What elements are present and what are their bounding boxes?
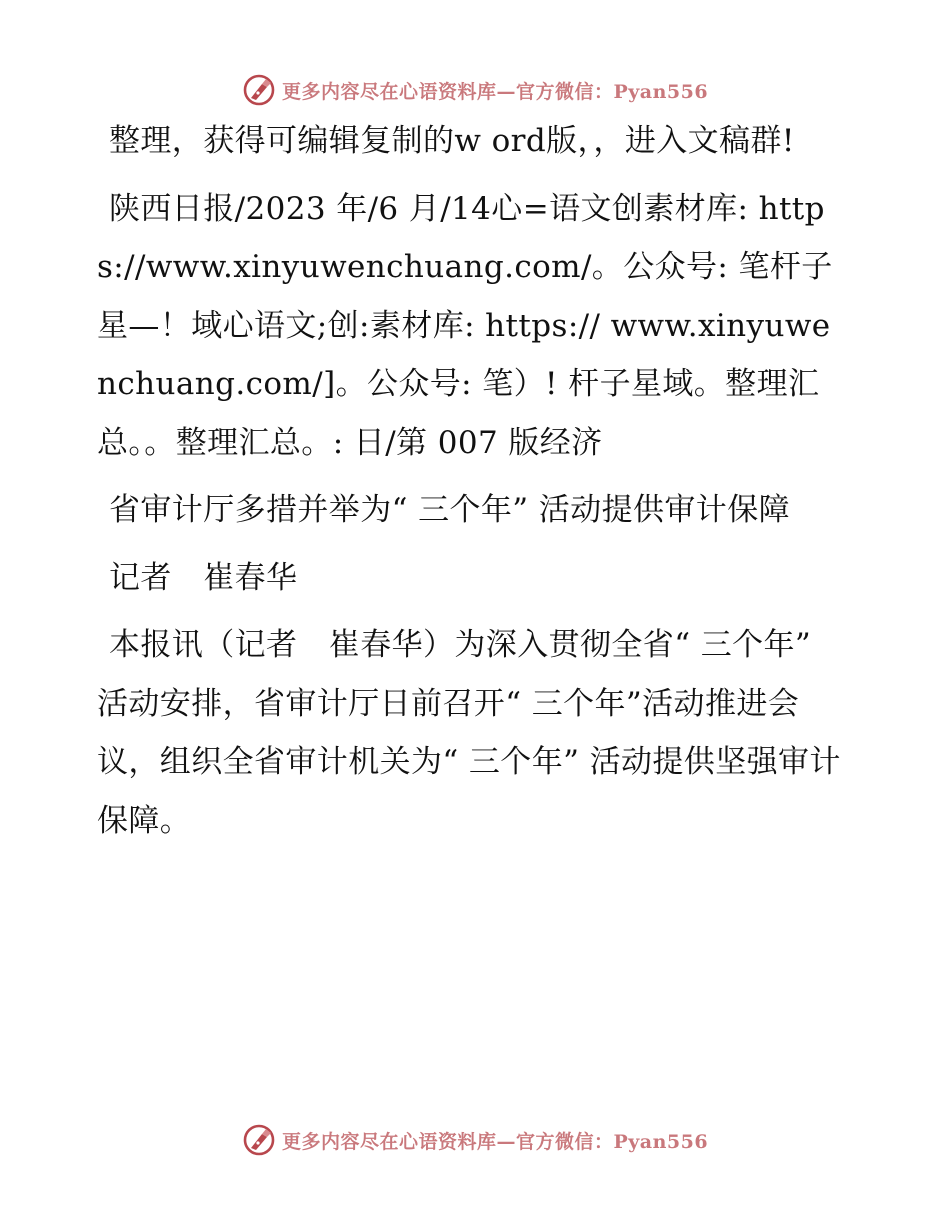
footer-banner-inner	[242, 1123, 708, 1157]
paragraph-intro: 整理，获得可编辑复制的w ord版，，进入文稿群!	[109, 123, 795, 159]
pen-nib-logo-icon	[242, 1123, 276, 1157]
pen-nib-logo-icon	[242, 73, 276, 107]
article-lead-paragraph: 本报讯（记者 崔春华）为深入贯彻全省“ 三个年” 活动安排，省审计厅日前召开“ 三个年”活动推进会议，组织全省审计机关为“ 三个年” 活动提供坚强审计保障。	[97, 627, 841, 839]
header-banner-text: 更多内容尽在心语资料库—官方微信：Pyan556	[281, 80, 709, 103]
article-headline: 省审计厅多措并举为“ 三个年” 活动提供审计保障	[109, 492, 791, 528]
footer-banner-text: 更多内容尽在心语资料库—官方微信：Pyan556	[281, 1130, 709, 1153]
document-body	[97, 112, 849, 859]
article-byline: 记者 崔春华	[109, 559, 298, 596]
paragraph-source: 陕西日报/2023 年/6 月/14心=语文创素材库: https://www.xinyuwenchuang.com/。公众号: 笔杆子星—！域心语文;创:素材库: https:// www.xinyuwenchuang.com/]。公众号: 笔）! 杆子星域。整理汇总。。整理汇总。: 日/第 007 版经济	[97, 190, 833, 461]
header-banner-inner	[242, 73, 708, 107]
header-banner	[0, 70, 950, 110]
footer-banner	[0, 1120, 950, 1160]
